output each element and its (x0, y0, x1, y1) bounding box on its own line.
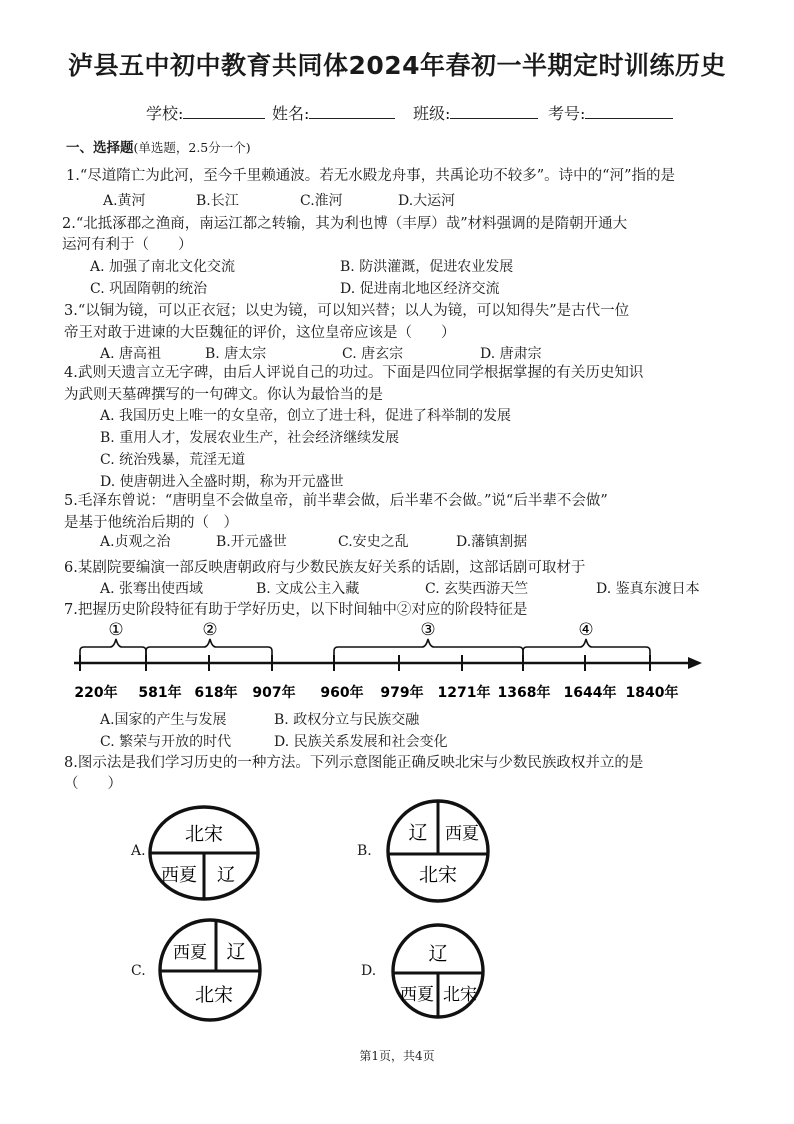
timeline-arrow (688, 657, 702, 669)
exam-title: 泸县五中初中教育共同体2024年春初一半期定时训练历史 (67, 51, 727, 80)
question-2-stem-line1: 2.“北抵涿郡之渔商，南运江都之转输，其为利也博（丰厚）哉”材料强调的是隋朝开通大 (62, 216, 628, 232)
timeline-label-979: 979年 (380, 685, 424, 701)
q3-option-b: B. 唐太宗 (205, 346, 267, 362)
diagram-c-top-left: 西夏 (173, 943, 207, 963)
q2-option-b: B. 防洪灌溉，促进农业发展 (340, 259, 514, 275)
timeline-figure (60, 615, 710, 707)
school-blank (183, 104, 265, 119)
brace-1 (80, 639, 146, 659)
q2-option-c: C. 巩固隋朝的统治 (90, 281, 208, 297)
q2-option-d: D. 促进南北地区经济交流 (340, 281, 500, 297)
timeline-label-1644: 1644年 (563, 685, 617, 701)
q8-diagram-d (390, 922, 490, 1022)
timeline-marker-1: ① (108, 620, 124, 640)
name-blank (309, 104, 395, 119)
diagram-c-top-right: 辽 (226, 941, 246, 963)
q8-option-d-label: D. (361, 963, 377, 979)
diagram-d-bottom-right: 北宋 (443, 985, 477, 1005)
timeline-label-1840: 1840年 (625, 685, 679, 701)
timeline-label-907: 907年 (252, 685, 296, 701)
q4-option-c: C. 统治残暴，荒淫无道 (100, 452, 246, 468)
class-blank (450, 104, 538, 119)
timeline-label-1271: 1271年 (437, 685, 491, 701)
q3-option-c: C. 唐玄宗 (342, 346, 404, 362)
q6-option-a: A. 张骞出使西域 (100, 581, 204, 597)
exam-no-label: 考号: (548, 104, 586, 123)
section-label: 一、选择题 (66, 140, 134, 156)
q4-option-b: B. 重用人才，发展农业生产，社会经济继续发展 (100, 430, 400, 446)
q5-option-d: D.藩镇割据 (456, 534, 528, 550)
exam-no-blank (585, 104, 673, 119)
question-8-stem-line2: （ ） (64, 776, 122, 792)
q3-option-a: A. 唐高祖 (100, 346, 162, 362)
section-header (66, 136, 251, 156)
question-5-stem-line1: 5.毛泽东曾说：“唐明皇不会做皇帝，前半辈会做，后半辈不会做。”说“后半辈不会做” (64, 493, 608, 509)
q1-option-c: C.淮河 (300, 193, 343, 209)
q1-option-d: D.大运河 (398, 193, 456, 209)
diagram-b-top-left: 辽 (408, 822, 428, 844)
timeline-label-618: 618年 (194, 685, 238, 701)
q1-option-b: B.长江 (196, 193, 239, 209)
timeline-marker-3: ③ (420, 620, 436, 640)
timeline-braces (80, 639, 650, 659)
school-label: 学校: (146, 104, 184, 123)
q2-option-a: A. 加强了南北文化交流 (90, 259, 236, 275)
q5-option-a: A.贞观之治 (100, 534, 171, 550)
q6-option-d: D. 鉴真东渡日本 (596, 581, 700, 597)
question-5-stem-line2: 是基于他统治后期的（ ） (64, 515, 238, 531)
q8-option-c-label: C. (131, 963, 146, 979)
name-label: 姓名: (272, 104, 310, 123)
timeline-label-1368: 1368年 (497, 685, 551, 701)
q5-option-c: C.安史之乱 (338, 534, 409, 550)
q3-option-d: D. 唐肃宗 (480, 346, 542, 362)
timeline-marker-2: ② (202, 620, 218, 640)
class-field (413, 101, 538, 124)
exam-no-field (548, 101, 673, 124)
timeline-marker-4: ④ (578, 620, 594, 640)
question-7-stem: 7.把握历史阶段特征有助于学好历史，以下时间轴中②对应的阶段特征是 (64, 602, 528, 618)
q4-option-d: D. 使唐朝进入全盛时期，称为开元盛世 (100, 474, 344, 490)
q7-option-d: D. 民族关系发展和社会变化 (274, 734, 448, 750)
q8-diagram-c (156, 916, 266, 1026)
q8-option-b-label: B. (357, 843, 372, 859)
q7-option-a: A.国家的产生与发展 (100, 712, 227, 728)
q6-option-b: B. 文成公主入藏 (256, 581, 360, 597)
timeline-label-960: 960年 (320, 685, 364, 701)
question-3-stem-line1: 3.“以铜为镜，可以正衣冠；以史为镜，可以知兴替；以人为镜，可以知得失”是古代一位 (64, 303, 630, 319)
question-2-stem-line2: 运河有利于（ ） (62, 237, 193, 253)
diagram-a-top: 北宋 (184, 823, 224, 845)
q8-diagram-a (146, 803, 270, 903)
class-label: 班级: (413, 104, 451, 123)
q8-option-a-label: A. (131, 843, 146, 859)
question-4-stem-line2: 为武则天墓碑撰写的一句碑文。你认为最恰当的是 (64, 387, 383, 403)
question-6-stem: 6.某剧院要编演一部反映唐朝政府与少数民族友好关系的话剧，这部话剧可取材于 (64, 560, 586, 576)
school-field (146, 101, 265, 124)
diagram-b-bottom: 北宋 (418, 864, 458, 886)
brace-3 (334, 639, 523, 659)
timeline-label-581: 581年 (138, 685, 182, 701)
q7-option-b: B. 政权分立与民族交融 (274, 712, 420, 728)
diagram-b-top-right: 西夏 (445, 824, 479, 844)
name-field (272, 101, 395, 124)
diagram-a-bottom-left: 西夏 (161, 865, 197, 886)
diagram-c-bottom: 北宋 (194, 984, 234, 1006)
question-1-stem: 1.“尽道隋亡为此河，至今千里赖通波。若无水殿龙舟事，共禹论功不较多”。诗中的“河”指的是 (66, 168, 675, 184)
diagram-d-top: 辽 (428, 943, 448, 965)
q4-option-a: A. 我国历史上唯一的女皇帝，创立了进士科，促进了科举制的发展 (100, 408, 512, 424)
question-4-stem-line1: 4.武则天遗言立无字碑，由后人评说自己的功过。下面是四位同学根据掌握的有关历史知识 (64, 365, 644, 381)
diagram-a-bottom-right: 辽 (217, 865, 235, 886)
page-footer: 第1页，共4页 (359, 1049, 435, 1063)
brace-4 (523, 639, 650, 659)
q8-diagram-b (384, 797, 494, 907)
timeline-label-220: 220年 (74, 685, 118, 701)
question-3-stem-line2: 帝王对敢于进谏的大臣魏征的评价，这位皇帝应该是（ ） (64, 325, 456, 341)
q6-option-c: C. 玄奘西游天竺 (425, 581, 529, 597)
diagram-d-bottom-left: 西夏 (400, 985, 434, 1005)
question-8-stem-line1: 8.图示法是我们学习历史的一种方法。下列示意图能正确反映北宋与少数民族政权并立的是 (64, 755, 644, 771)
q5-option-b: B.开元盛世 (216, 534, 287, 550)
q7-option-c: C. 繁荣与开放的时代 (100, 734, 232, 750)
q1-option-a: A.黄河 (103, 193, 146, 209)
section-note: (单选题，2.5分一个) (133, 140, 251, 155)
